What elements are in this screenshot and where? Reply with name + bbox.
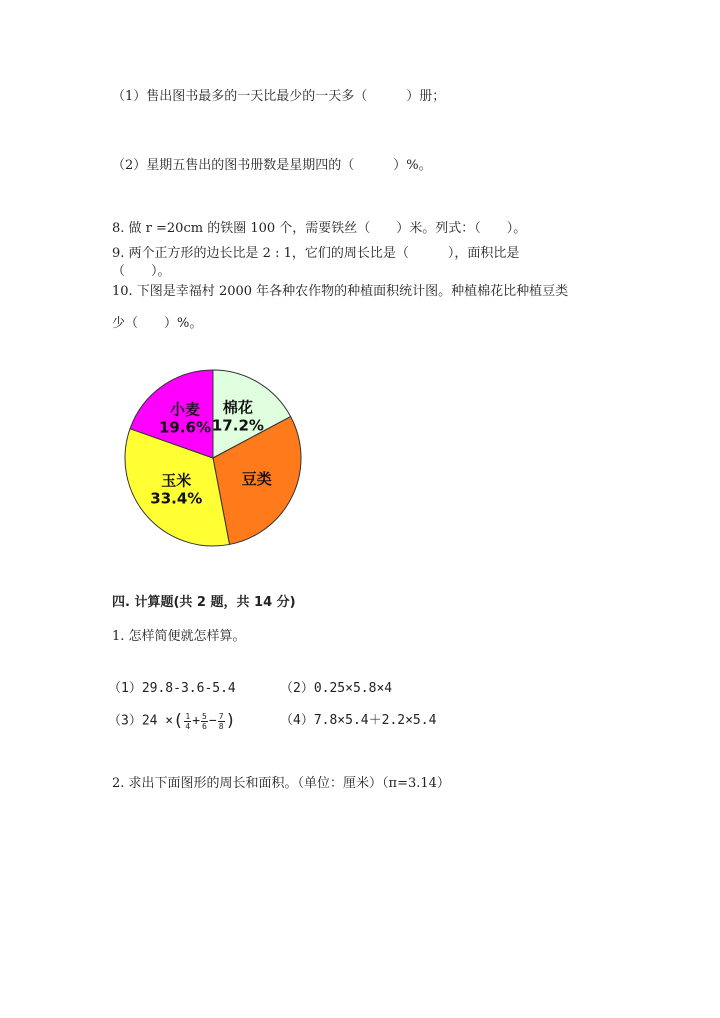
calc-question-1-title: 1. 怎样简便就怎样算。 [112, 629, 246, 644]
pie-slice-name-2: 玉米 [161, 471, 192, 490]
pie-slice-percent-0: 17.2% [211, 416, 264, 435]
pie-slice-name-0: 棉花 [222, 398, 253, 417]
fraction-1-4: $\frac{1}{4}$ [185, 711, 191, 731]
expression-1: （1）29.8-3.6-5.4 [108, 681, 236, 696]
question-10-line-1: 10. 下图是幸福村 2000 年各种农作物的种植面积统计图。种植棉花比种植豆类 [112, 284, 569, 299]
minus-sign: − [208, 713, 217, 729]
section-4-title: 四. 计算题(共 2 题，共 14 分) [112, 595, 296, 610]
expression-2: （2）0.25×5.8×4 [280, 681, 393, 696]
plus-sign: + [192, 713, 201, 729]
calc-question-2-title: 2. 求出下面图形的周长和面积。（单位：厘米）（π=3.14） [112, 776, 450, 791]
expression-4: （4）7.8×5.4＋2.2×5.4 [280, 713, 437, 728]
question-9-line-1: 9. 两个正方形的边长比是 2 : 1，它们的周长比是（ ），面积比是 [112, 246, 520, 261]
crop-area-pie-chart [118, 366, 308, 556]
fraction-7-8: $\frac{7}{8}$ [218, 711, 224, 731]
question-10-line-2: 少（ ）%。 [112, 316, 203, 331]
expression-3 [108, 708, 236, 734]
close-paren: ) [225, 711, 236, 731]
pie-slice-name-3: 小麦 [169, 400, 201, 419]
open-paren: ( [173, 711, 184, 731]
fraction-5-6: $\frac{5}{6}$ [202, 711, 207, 731]
prev-question-2: （2）星期五售出的图书册数是星期四的（ ）%。 [112, 158, 432, 173]
pie-slice-percent-2: 33.4% [150, 489, 203, 508]
prev-question-1: （1）售出图书最多的一天比最少的一天多（ ）册； [112, 89, 446, 104]
pie-slice-name-1: 豆类 [241, 469, 272, 488]
expression-3-prefix: （3）24 × [108, 713, 174, 729]
question-9-line-2: （ ）。 [112, 264, 171, 279]
question-8: 8. 做 r =20cm 的铁圈 100 个，需要铁丝（ ）米。列式：（ ）。 [112, 221, 527, 236]
pie-slice-percent-3: 19.6% [158, 418, 212, 437]
